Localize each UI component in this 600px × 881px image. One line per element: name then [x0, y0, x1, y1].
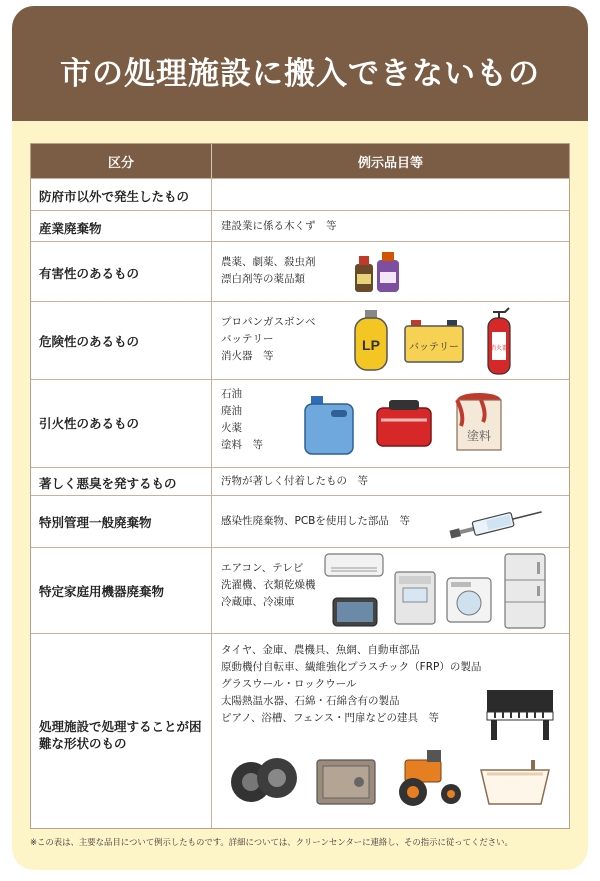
item-text: 塗料 等: [221, 439, 263, 451]
fuel-can-icon: [373, 394, 435, 450]
notice-card: [12, 6, 588, 870]
battery-icon: [403, 318, 465, 364]
kerosene-tank-icon: [301, 394, 359, 456]
row-items: [221, 513, 410, 530]
row-category: 危険性のあるもの: [39, 334, 140, 349]
paint-can-icon: [451, 386, 507, 458]
table-row: [31, 547, 569, 633]
lp-label: LP: [362, 337, 380, 353]
item-text: 感染性廃棄物、PCBを使用した部品 等: [221, 515, 410, 527]
item-text: バッテリー: [221, 333, 274, 345]
item-text: 廃油: [221, 405, 242, 417]
extinguisher-label: 消火器: [489, 346, 509, 352]
gas-cylinder-icon: [351, 308, 391, 374]
item-text: エアコン、テレビ: [221, 562, 304, 574]
row-items: [221, 560, 316, 611]
item-text: 原動機付自転車、繊維強化プラスチック（FRP）の製品: [221, 661, 482, 673]
item-text: 洗濯機、衣類乾燥機: [221, 579, 316, 591]
row-category: 防府市以外で発生したもの: [39, 189, 190, 204]
row-items: [221, 473, 368, 490]
battery-label: バッテリー: [409, 342, 459, 353]
refrigerator-icon: [503, 552, 547, 630]
table-row: [31, 467, 569, 495]
row-category: 有害性のあるもの: [39, 266, 140, 281]
table-row: [31, 210, 569, 241]
header-examples: 例示品目等: [212, 144, 569, 178]
tire-icon: [227, 752, 303, 806]
table-row: [31, 495, 569, 547]
item-text: 漂白剤等の薬品類: [221, 273, 305, 285]
table-row: [31, 241, 569, 301]
item-text: タイヤ、金庫、農機具、魚網、自動車部品: [221, 644, 420, 656]
row-category: 特定家庭用機器廃棄物: [39, 584, 165, 599]
item-text: プロパンガスボンベ: [221, 316, 316, 328]
tractor-icon: [389, 748, 467, 808]
header-category: 区分: [31, 144, 212, 178]
row-items: [221, 314, 316, 365]
syringe-icon: [447, 506, 547, 540]
item-text: グラスウール・ロックウール: [221, 678, 357, 690]
item-text: 火薬: [221, 422, 242, 434]
prohibited-items-table: [30, 143, 570, 829]
row-items: [221, 386, 263, 454]
row-items: [221, 218, 337, 235]
piano-icon: [483, 688, 561, 742]
table-row: [31, 301, 569, 379]
row-category: 著しく悪臭を発するもの: [39, 476, 177, 491]
footnote: ※この表は、主要な品目について例示したものです。詳細については、クリーンセンターに連絡し、その指示に従ってください。: [30, 837, 513, 847]
item-text: ピアノ、浴槽、フェンス・門扉などの建具 等: [221, 712, 439, 724]
item-text: 建設業に係る木くず 等: [221, 220, 337, 232]
chemical-bottles-icon: [349, 250, 409, 296]
row-category: 引火性のあるもの: [39, 416, 140, 431]
safe-icon: [315, 758, 377, 806]
page-title: 市の処理施設に搬入できないもの: [60, 56, 540, 92]
row-items: [221, 642, 481, 727]
fire-extinguisher-icon: [479, 306, 519, 376]
item-text: 太陽熱温水器、石綿・石綿含有の製品: [221, 695, 400, 707]
item-text: 農薬、劇薬、殺虫剤: [221, 256, 316, 268]
air-conditioner-icon: [323, 552, 385, 580]
table-row: [31, 379, 569, 467]
television-icon: [331, 596, 381, 630]
item-text: 石油: [221, 388, 242, 400]
item-text: 冷蔵庫、冷凍庫: [221, 596, 295, 608]
table-row: [31, 178, 569, 210]
clothes-dryer-icon: [445, 576, 493, 624]
bathtub-icon: [477, 756, 553, 808]
washing-machine-icon: [393, 570, 437, 626]
item-text: 消火器 等: [221, 350, 274, 362]
item-text: 汚物が著しく付着したもの 等: [221, 475, 368, 487]
row-items: [221, 254, 316, 288]
row-category: 産業廃棄物: [39, 221, 102, 236]
row-category: 処理施設で処理することが困難な形状のもの: [39, 719, 202, 751]
row-category: 特別管理一般廃棄物: [39, 515, 152, 530]
table-row: [31, 633, 569, 828]
paint-label: 塗料: [466, 429, 492, 443]
